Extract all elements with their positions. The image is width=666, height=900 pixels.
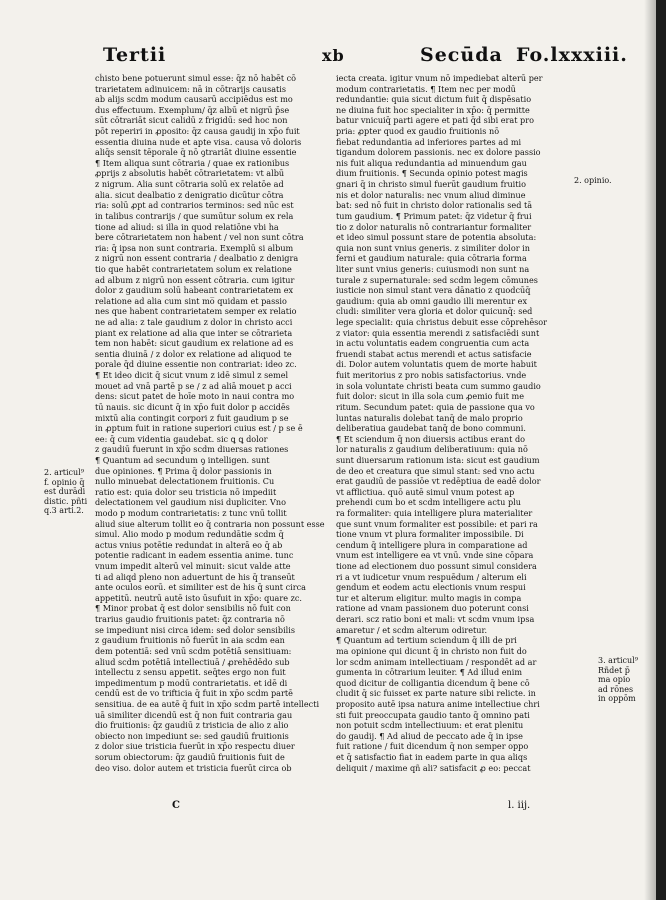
text-line: prehendi cum bo et scdm intelligere actu plu (336, 497, 521, 508)
text-line: sorum obiectorum: q̄z gaudiū fruitionis fuit de (95, 752, 285, 762)
text-line: fuit meritorius z pro nobis satisfactorius. vnde (336, 370, 527, 381)
text-line: liter sunt vnius generis: cuiusmodi non sunt na (336, 263, 530, 274)
margin-note-line: 2. articul⁹ (44, 468, 84, 477)
text-line: delectationem vel gaudium nisi dupliciter. Vno (95, 497, 286, 508)
text-line: ¶ Item aliqua sunt cōtraria / quae ex rationibus (95, 157, 290, 168)
text-line: z nigrū non essent contraria / dealbatio z denigra (95, 253, 299, 264)
text-line: do gaudij. ¶ Ad aliud de peccato ade q̄ in ipse (336, 730, 523, 741)
text-line: uā similiter dicendū est q̄ non fuit contraria gau (95, 709, 293, 720)
text-line: ¶ Quantum ad secundum ꝯ intelligen. sunt (95, 454, 270, 465)
text-line: sti fuit preoccupata gaudio tanto q̄ omnino pati (336, 709, 530, 720)
text-line: z gaudium fruitionis nō fuerūt in aia scdm ean (95, 635, 285, 646)
margin-note-line: Rñdet p̄ (598, 665, 630, 675)
text-line: ꝓprijs z absolutis habēt cōtrarietatem: vt albū (95, 168, 285, 179)
text-line: ¶ Et ideo dicit q̄ sicut vnum z idē simul z semel (95, 370, 289, 381)
text-line: tione vnum vt plura formaliter impossibile. Di (336, 529, 524, 540)
text-line: intellectu z sensu appetit. seq̄tes ergo non fuit (95, 667, 286, 678)
running-head-left: Tertii (103, 44, 167, 66)
text-line: ratione ad vnam passionem duo poterunt consi (336, 603, 529, 614)
text-line: ri a vt iudicetur vnum respuēdum / alterum eli (336, 571, 527, 582)
text-line: quia non sunt vnius generis. z similiter dolor in (336, 242, 530, 253)
text-line: ne ad alia: z tale gaudium z dolor in christo acci (95, 317, 293, 328)
text-line: trarius gaudio fruitionis patet: q̄z contraria nō (95, 614, 285, 625)
text-line: essentia diuina nude et apte visa. causa vō doloris (95, 136, 302, 147)
margin-note-line: f. opinio q̄ (44, 477, 85, 487)
text-line: sūt cōtrariāt sicut calidū z frigidū: sed hoc non (95, 115, 288, 126)
text-line: ferni et gaudium naturale: quia cōtraria forma (336, 253, 527, 264)
text-line: simul. Alio modo p modum redundātie scdm q̄ (95, 529, 284, 540)
text-line: nis fuit aliqua redundantia ad minuendum gau (336, 157, 527, 168)
text-line: ¶ Minor probat q̄ est dolor sensibilis nō fuit con (95, 603, 291, 614)
catchword: C (172, 800, 180, 811)
text-line: de deo et creatura que simul stant: sed vno actu (336, 465, 535, 476)
text-line: ratio est: quia dolor seu tristicia nō impediit (95, 486, 277, 497)
text-line: di. Dolor autem voluntatis quem de morte habuit (336, 359, 537, 370)
margin-note-line: est durādi (44, 487, 86, 497)
text-line: actus vnius potētie redundat in alterā eo q̄ ab (95, 539, 283, 550)
text-line: sensitiua. de ea autē q̄ fuit in xp̄o scdm partē intellecti (95, 698, 320, 709)
text-line: et ideo simul possunt stare de potentia absoluta: (336, 232, 537, 243)
text-line: quod dicitur de colligantia dicendum q̄ bene cō (336, 677, 530, 688)
margin-note-line: ma opio (598, 675, 631, 685)
text-line: deo viso. dolor autem et tristicia fuerūt circa ob (95, 762, 292, 773)
text-line: non potuit scdm intellectiuum: et erat plenitu (336, 720, 524, 731)
text-line: z nigrum. Alia sunt cōtraria solū ex relatōe ad (95, 179, 284, 190)
text-line: ab alijs scdm modum causarū accipiēdus est mo (95, 94, 293, 105)
text-line: et q̄ satisfactio fiat in eadem parte in qua aliqs (336, 752, 528, 762)
text-line: iecta creata. igitur vnum nō impediebat alterū per (336, 73, 543, 83)
text-line: lege specialit: quia christus debuit esse cōprehēsor (336, 317, 548, 328)
text-line: cludit q̄ sic fuisset ex parte nature sibi relicte. in (336, 688, 536, 699)
folio-number: Fo.lxxxiii. (516, 44, 628, 66)
text-line: potentie radicant in eadem essentia anime. tunc (95, 550, 294, 561)
text-line: sentia diuinā / z dolor ex relatione ad aliquod te (95, 348, 292, 359)
text-line: cendum q̄ intelligere plura in comparatione ad (336, 539, 528, 550)
margin-note-line: distic. pñti (44, 496, 88, 506)
running-head-right: Secūda (420, 44, 503, 66)
text-line: tione ad electionem duo possunt simul considera (336, 561, 537, 572)
text-line: gendum et eodem actu electionis vnum respui (336, 582, 526, 593)
text-line: nes que habent contrarietatem semper ex relatio (95, 306, 297, 317)
text-line: obiecto non impediunt se: sed gaudiū fruitionis (95, 730, 289, 741)
text-line: bat: sed nō fuit in christo dolor rationalis sed tā (336, 200, 533, 211)
text-line: deliberatiua gaudebat tanq̄ de bono communi. (336, 423, 526, 434)
text-line: pria: ꝓpter quod ex gaudio fruitionis nō (336, 126, 500, 137)
text-line: tum gaudium. ¶ Primum patet: q̄z videtur q̄ frui (336, 210, 532, 221)
text-line: due opiniones. ¶ Prima q̄ dolor passionis in (95, 465, 272, 476)
text-line: turale z supernaturale: sed scdm legem cōmunes (336, 274, 538, 285)
text-line: alia. sicut dealbatio z denigratio dicūtur cōtra (95, 189, 284, 200)
margin-note-line: ad rōnes (598, 684, 634, 694)
text-line: gaudium: quia ab omni gaudio illi merentur ex (336, 295, 528, 306)
text-line: ria: q̄ ipsa non sunt contraria. Exemplū si album (95, 242, 294, 253)
text-line: gnari q̄ in christo simul fuerūt gaudium fruitio (336, 179, 526, 190)
text-line: vt afflictiua. quō autē simul vnum potest ap (336, 486, 515, 497)
text-line: ria: solū ꝓpt ad contrarios terminos: sed nūc est (95, 200, 294, 211)
text-column-right (336, 73, 570, 773)
text-line: in sola voluntate christi beata cum summo gaudio (336, 380, 541, 391)
text-line: erat gaudiū de passiōe vt redēptiua de eadē dolor (336, 476, 541, 487)
text-line: tio z dolor naturalis nō contrariantur formaliter (336, 221, 532, 232)
running-head-center: xb (322, 46, 345, 65)
margin-note-right-top: 2. opinio. (574, 176, 612, 185)
text-line: aliud scdm potētiā intellectiuā / ꝓrehēdēdo sub (95, 656, 290, 667)
text-line: in ꝓptum fuit in ratione superiori cuius est / p se ē (95, 423, 303, 434)
text-line: fuit dolor: sicut in illa sola cum ꝓemio fuit me (336, 391, 525, 402)
text-line: tigandum dolorem passionis. nec ex dolore passio (336, 147, 541, 158)
text-line: nis et dolor naturalis: nec vnum aliud diminue (336, 189, 526, 200)
text-line: z gaudiū fuerunt in xp̄o scdm diuersas rationes (95, 444, 289, 455)
text-line: ti ad aliqd pleno non aduertunt de his q̄ transeūt (95, 571, 295, 582)
text-line: fuit ratione / fuit dicendum q̄ non semper oppo (336, 741, 529, 752)
text-line: cludi: similiter vera gloria et dolor quicunq̄: sed (336, 306, 533, 317)
text-line: tur et alterum eligitur. multo magis in compa (336, 592, 522, 603)
text-line: ad album z nigrū non essent cōtraria. cum igitur (95, 274, 295, 285)
text-line: tem non habēt: sicut gaudium ex relatione ad es (95, 338, 294, 349)
text-line: cendū est de vo trifticia q̄ fuit in xp̄o scdm partē (95, 688, 293, 699)
scan-edge (656, 0, 666, 900)
text-line: ch̄isto bene potuerunt simul esse: q̄z nō habēt cō (95, 73, 297, 83)
text-line: vnum est intelligere ea vt vnū. vnde sine cōpara (336, 550, 534, 561)
text-line: impedimentum p modū contrarietatis. et idē di (95, 677, 288, 688)
text-line: gumenta in cōtrarium leuiter. ¶ Ad illud enim (336, 667, 523, 678)
text-line: dolor z gaudium solū habeant contrarietatem ex (95, 285, 294, 296)
text-line: aliq̄s sensit tēporale q̄ nō ꝯtrariāt diuine essentie (95, 147, 297, 158)
text-line: piant ex relatione ad alia que inter se cōtrarieta (95, 327, 293, 338)
text-line: proposito autē ipsa natura anime intellectiue chri (336, 698, 540, 709)
text-line: ¶ Et sciendum q̄ non diuersis actibus erant do (336, 433, 526, 444)
text-line: redundantie: quia sicut dictum fuit q̄ dispēsatio (336, 94, 532, 105)
margin-note-line: in oppōm (598, 694, 636, 704)
signature-mark: l. iij. (508, 800, 531, 811)
text-line: ante oculos eorū. et similiter est de his q̄ sunt circa (95, 582, 306, 593)
text-line: modo p modum contrarietatis: z tunc vnū tollit (95, 507, 287, 518)
text-line: pōt reperiri in ꝓposito: q̄z causa gaudij in xp̄o fuit (95, 126, 300, 137)
margin-note-line: q.3 arti.2. (44, 506, 84, 516)
text-line: bere cōtrarietatem non habent / vel non sunt cōtra (95, 232, 304, 243)
text-line: ne diuina fuit hoc specialiter in xp̄o: q̄ permitte (336, 104, 530, 115)
text-line: tū nauis. sic dicunt q̄ in xp̄o fuit dolor p accidēs (95, 401, 290, 412)
text-line: fiebat redundantia ad inferiores partes ad mi (336, 136, 522, 147)
text-line: sunt diuersarum rationum ista: sicut est gaudium (336, 454, 540, 465)
text-line: amaretur / et scdm alterum odiretur. (336, 624, 488, 635)
text-line: iusticie non simul stant vera dānatio z quodcūq̄ (336, 285, 531, 296)
text-line: mouet ad vnā partē p se / z ad aliā mouet p acci (95, 380, 292, 391)
text-line: que sunt vnum formaliter est possibile: et pari ra (336, 518, 538, 529)
text-line: nullo minuebat delectationem fruitionis. Cu (95, 476, 275, 487)
margin-note-line: 3. articul⁹ (598, 656, 638, 665)
text-line: mixtū alia contingit corpori z fuit gaudium p se (95, 412, 289, 423)
text-line: deliquit / maxime qñ ali? satisfacit ꝓ eo: peccat (336, 762, 531, 773)
text-line: ma opinione qui dicunt q̄ in christo non fuit do (336, 645, 527, 656)
text-line: dens: sicut patet de hoīe moto in naui contra mo (95, 391, 295, 402)
text-line: relatione ad alia cum sint mo̅ quidam et passio (95, 295, 287, 306)
text-line: modum contrarietatis. ¶ Item nec per modū (336, 83, 516, 94)
text-line: dio fruitionis: q̄z gaudiū z tristicia de alio z alio (95, 720, 289, 731)
text-line: ee: q̄ cum videntia gaudebat. sic ꝗ ꝗ dolor (95, 433, 268, 444)
text-line: dus effectuum. Exemplum/ q̄z albū et nigrū p̄se (95, 104, 290, 115)
text-line: lor naturalis z gaudium deliberatiuum: quia nō (336, 444, 528, 455)
text-line: in talibus contrarijs / que sumūtur solum ex rela (95, 210, 294, 221)
text-line: trarietatem adinuicem: nā in cōtrarijs causatis (95, 83, 287, 94)
text-line: ¶ Quantum ad tertium sciendum q̄ illi de pri (336, 635, 517, 646)
text-line: lor scdm animam intellectiuam / respondēt ad ar (336, 656, 537, 667)
text-line: ra formaliter: quia intelligere plura materialiter (336, 507, 533, 518)
text-line: appetitū. neutrū autē isto ūsufuit in xp̄o: quare zc. (95, 592, 302, 603)
text-line: tione ad aliud: si illa in quod relatiōne vbi ha (95, 221, 279, 232)
text-line: dem potentiā: sed vnū scdm potētiā sensitiuam: (95, 645, 292, 656)
text-line: z dolor siue tristicia fuerūt in xp̄o respectu diuer (95, 741, 295, 752)
text-line: se impediunt nisi circa idem: sed dolor sensibilis (95, 624, 295, 635)
text-line: batur vnicuiq̄ parti agere et pati q̄d sibi erat pro (336, 115, 534, 126)
text-line: derari. scz ratio boni et mali: vt scdm vnum ipsa (336, 614, 535, 625)
text-line: dium fruitionis. ¶ Secunda opinio potest magis (336, 168, 528, 179)
text-column-left (95, 73, 329, 773)
text-line: aliud siue alterum tollit eo q̄ contraria non possunt esse (95, 518, 325, 529)
text-line: z viator: quia essentia merendi z satisfaciēdi sunt (336, 327, 540, 338)
text-line: fruendi stabat actus merendi et actus satisfacie (336, 348, 532, 359)
text-line: in actu voluntatis eadem congruentia cum acta (336, 338, 530, 349)
margin-note-left (44, 468, 87, 516)
text-line: ritum. Secundum patet: quia de passione qua vo (336, 401, 535, 412)
text-line: vnum impedit alterū vel minuit: sicut valde atte (95, 561, 291, 572)
text-line: luntas naturalis dolebat tanq̄ de malo proprio (336, 412, 523, 423)
text-line: porale q̄d diuine essentie non contrariat: ideo zc. (95, 359, 297, 370)
text-line: tio que habēt contrarietatem solum ex relatione (95, 263, 292, 274)
margin-note-right-bottom (598, 656, 638, 704)
